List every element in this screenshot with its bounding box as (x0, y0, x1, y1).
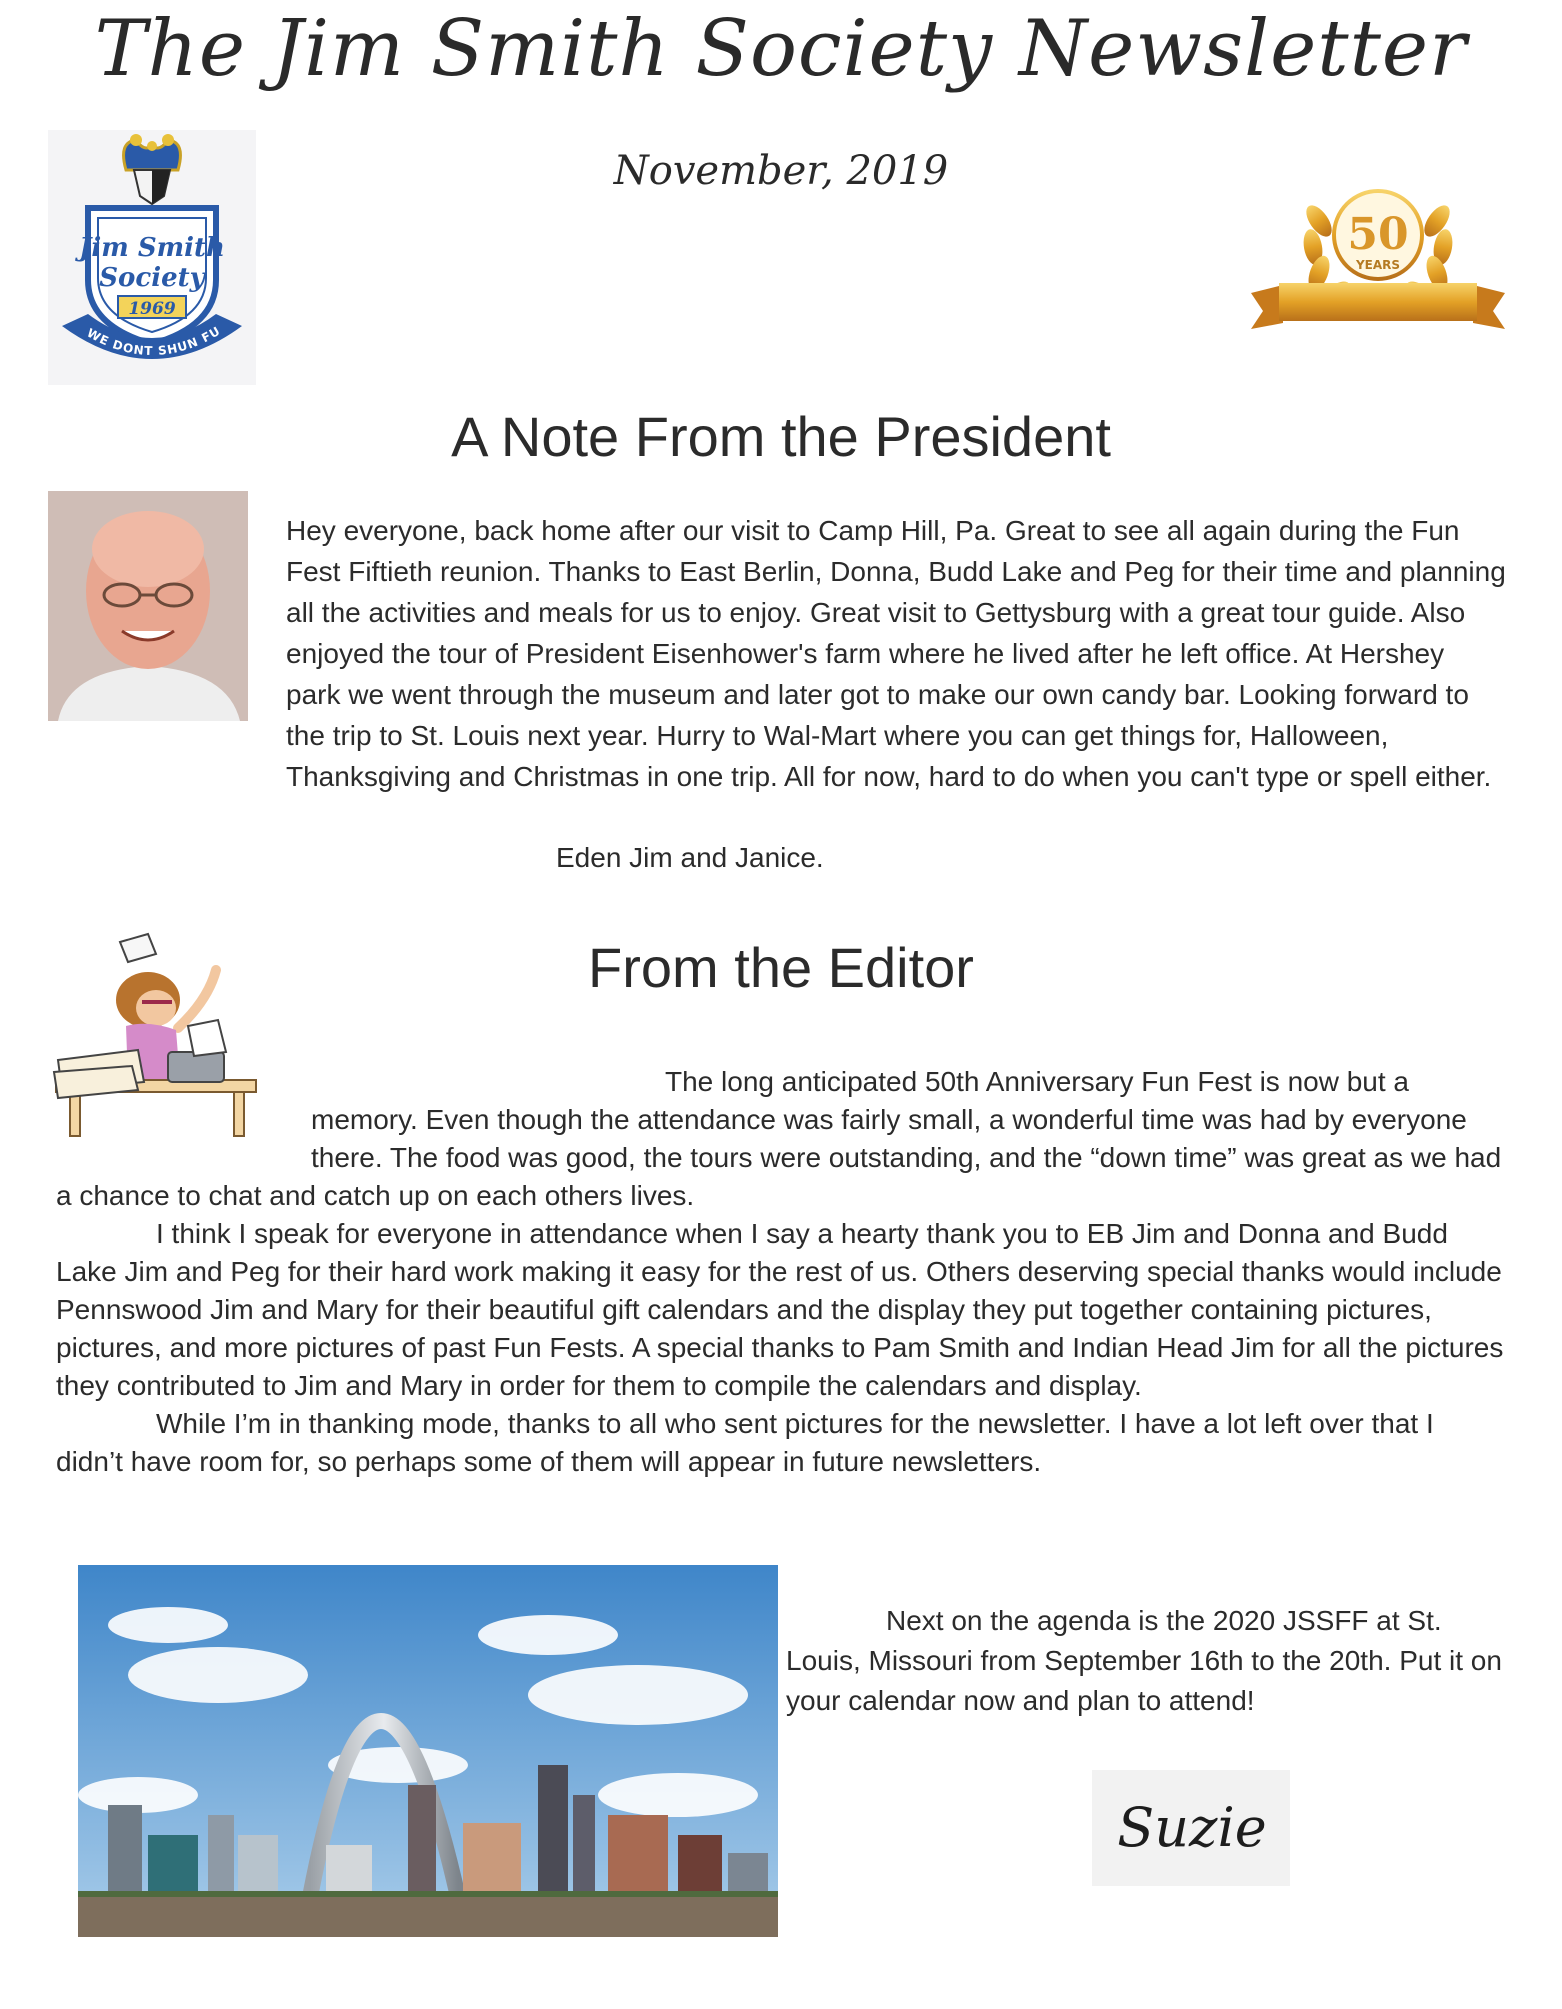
editor-note-body (56, 1063, 1506, 1481)
editor-paragraph-2: I think I speak for everyone in attendance when I say a hearty thank you to EB Jim and Donna and Budd Lake Jim and Peg for their hard work making it easy for the rest of us. Others deserving special thanks would include Pennswood Jim and Mary for their beautiful gift calendars and the display they put together containing pictures, pictures, and more pictures of past Fun Fests. A special thanks to Pam Smith and Indian Head Jim for all the pictures they contributed to Jim and Mary in order for them to compile the calendars and display. (56, 1218, 1504, 1401)
badge-label: YEARS (1355, 258, 1401, 272)
editor-paragraph-3: While I’m in thanking mode, thanks to all who sent pictures for the newsletter. I have a lot left over that I didn’t have room for, so perhaps some of them will appear in future newsletters. (56, 1408, 1434, 1477)
society-logo (48, 130, 256, 385)
logo-year: 1969 (128, 299, 176, 319)
agenda-note: Next on the agenda is the 2020 JSSFF at St. Louis, Missouri from September 16th to the 20th. Put it on your calendar now and plan to attend! (786, 1605, 1502, 1716)
anniversary-badge (1243, 165, 1513, 340)
president-note-body (56, 510, 1506, 797)
badge-number: 50 (1347, 209, 1409, 260)
president-note-heading: A Note From the President (451, 405, 1111, 468)
signature-text: Suzie (1117, 1796, 1267, 1859)
editor-paragraph-1: The long anticipated 50th Anniversary Fun Fest is now but a memory. Even though the attendance was fairly small, a wonderful time was had by everyone there. The food was good, the tours were outstanding, and the “down time” was great as we had a chance to chat and catch up on each others lives. (56, 1066, 1502, 1211)
president-note-text: Hey everyone, back home after our visit to Camp Hill, Pa. Great to see all again during the Fun Fest Fiftieth reunion. Thanks to East Berlin, Donna, Budd Lake and Peg for their time and planning all the activities and meals for us to enjoy. Great visit to Gettysburg with a great tour guide. Also enjoyed the tour of President Eisenhower's farm where he lived after he left office. At Hershey park we went through the museum and later got to make our own candy bar. Looking forward to the trip to St. Louis next year. Hurry to Wal-Mart where you can get things for, Halloween, Thanksgiving and Christmas in one trip. All for now, hard to do when you can't type or spell either. (286, 515, 1506, 792)
editor-note-heading: From the Editor (588, 936, 974, 999)
issue-date: November, 2019 (613, 148, 949, 194)
st-louis-arch-photo (78, 1565, 778, 1937)
logo-motto: WE DONT SHUN FU (84, 323, 224, 359)
newsletter-title: The Jim Smith Society Newsletter (94, 4, 1468, 94)
logo-text-line-1: Jim Smith (79, 233, 225, 263)
editor-signature (1092, 1770, 1290, 1886)
logo-text-line-2: Society (99, 263, 205, 293)
president-signoff: Eden Jim and Janice. (556, 842, 824, 873)
